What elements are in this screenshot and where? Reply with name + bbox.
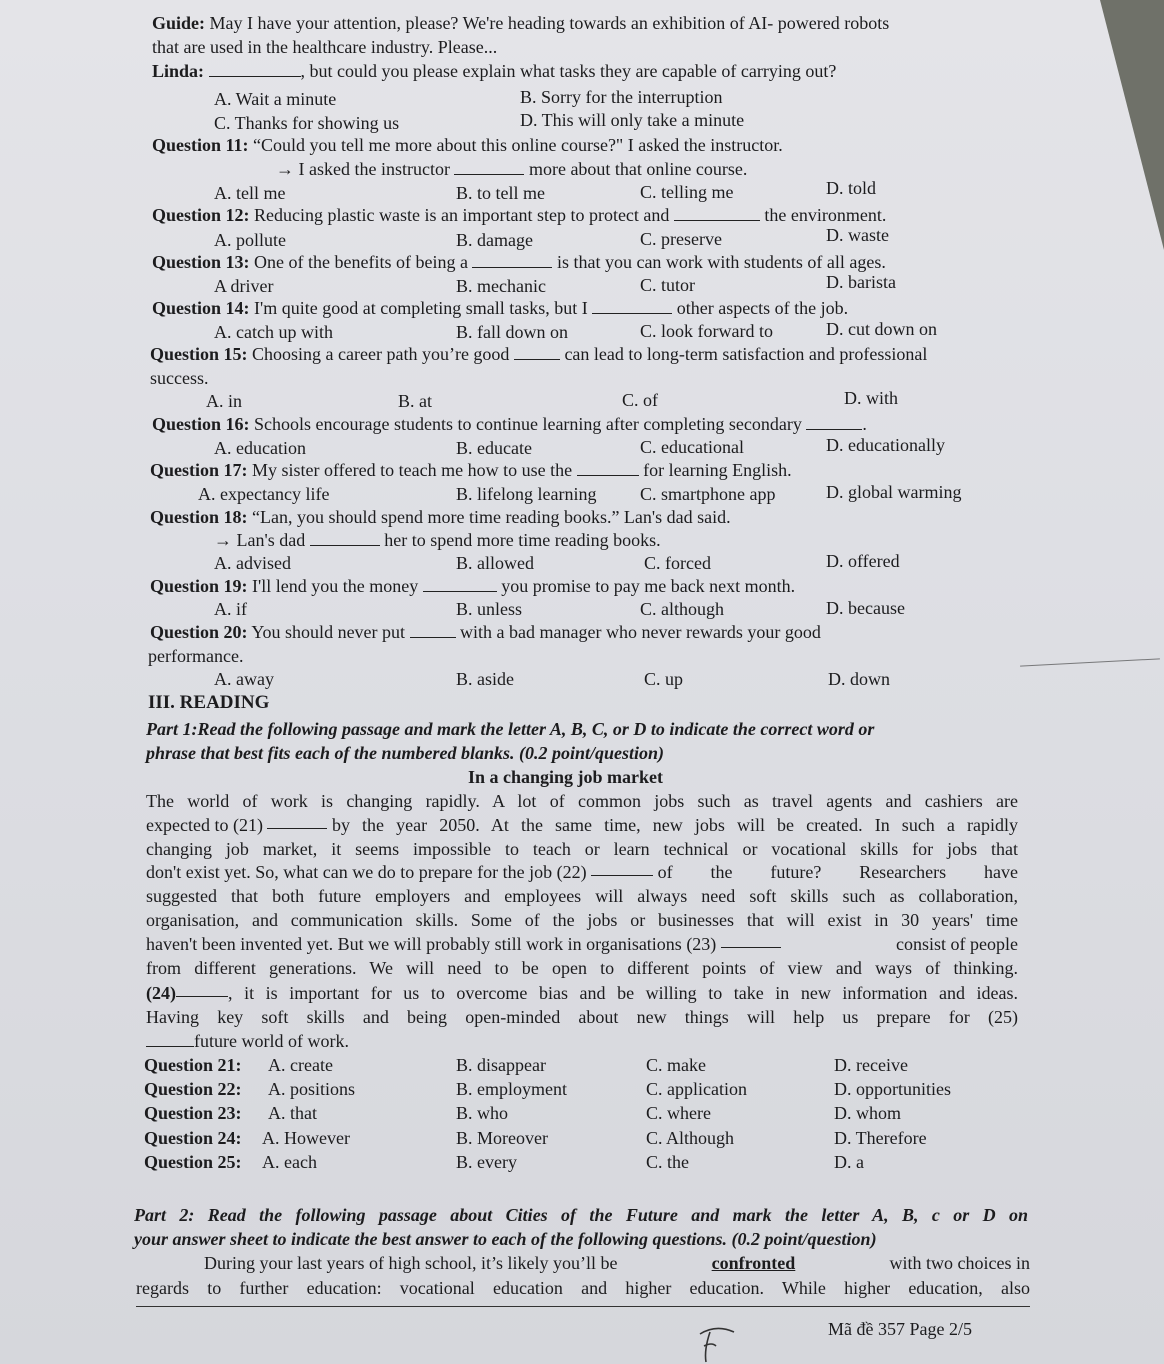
footer-rule (136, 1306, 1030, 1307)
part2-instruction-2: your answer sheet to indicate the best answer to each of the following questions. (0.2 point/question) (134, 1229, 877, 1249)
q21-label: Question 21: (144, 1055, 242, 1075)
q23-option-b: B. who (456, 1103, 509, 1123)
question-16: Question 16: Schools encourage students to continue learning after completing secondary . (152, 414, 867, 434)
passage-title: In a changing job market (468, 767, 664, 787)
question-19: Question 19: I'll lend you the money you promise to pay me back next month. (150, 576, 796, 596)
q15-option-d: D. with (844, 388, 898, 408)
q25-option-d: D. a (834, 1152, 864, 1172)
q25-option-c: C. the (646, 1152, 689, 1172)
q20-option-d: D. down (828, 669, 890, 689)
q22-option-b: B. employment (456, 1079, 567, 1099)
part1-instruction-2: phrase that best fits each of the numbered blanks. (0.2 point/question) (146, 743, 665, 763)
question-11-rewrite: → I asked the instructor more about that online course. (276, 159, 748, 179)
passage-line-4: don't exist yet. So, what can we do to prepare for the job (22) of the future? Researchers have (146, 862, 1018, 882)
q23-option-c: C. where (646, 1103, 711, 1123)
q21-option-d: D. receive (834, 1055, 908, 1075)
q20-option-a: A. away (214, 669, 274, 689)
passage-line-1: The world of work is changing rapidly. A lot of common jobs such as travel agents and cashiers are (146, 791, 1018, 811)
question-15-cont: success. (150, 368, 209, 388)
q20-option-c: C. up (644, 669, 684, 689)
q17-option-b: B. lifelong learning (456, 484, 597, 504)
part2-body-2: regards to further education: vocational education and higher education. While higher education, also (136, 1278, 1030, 1298)
q16-option-b: B. educate (456, 438, 532, 458)
q19-option-b: B. unless (456, 599, 523, 619)
part2-body-1: During your last years of high school, it’s likely you’ll be confronted with two choices in (204, 1253, 1030, 1273)
q25-label: Question 25: (144, 1152, 242, 1172)
q13-option-a: A driver (214, 276, 274, 296)
q18-option-a: A. advised (214, 553, 291, 573)
passage-line-7: haven't been invented yet. But we will probably still work in organisations (23) consist of people (146, 934, 1018, 954)
q16-option-a: A. education (214, 438, 306, 458)
signature-mark (694, 1320, 744, 1364)
q17-option-a: A. expectancy life (198, 484, 330, 504)
q16-option-c: C. educational (640, 437, 744, 457)
q18-option-b: B. allowed (456, 553, 534, 573)
q22-option-c: C. application (646, 1079, 747, 1099)
question-17: Question 17: My sister offered to teach me how to use the for learning English. (150, 460, 792, 480)
question-18: Question 18: “Lan, you should spend more time reading books.” Lan's dad said. (150, 507, 731, 527)
q20-option-b: B. aside (456, 669, 514, 689)
q13-option-d: D. barista (826, 272, 896, 292)
q23-option-a: A. that (268, 1103, 317, 1123)
passage-line-8: from different generations. We will need to be open to different points of view and ways of thinking. (146, 958, 1018, 978)
q13-option-c: C. tutor (640, 275, 696, 295)
q13-option-b: B. mechanic (456, 276, 546, 296)
q22-label: Question 22: (144, 1079, 242, 1099)
linda-line: Linda: , but could you please explain what tasks they are capable of carrying out? (152, 61, 837, 81)
q21-option-c: C. make (646, 1055, 706, 1075)
q16-option-d: D. educationally (826, 435, 945, 455)
question-15: Question 15: Choosing a career path you’re good can lead to long-term satisfaction and professional (150, 344, 928, 364)
q15-option-c: C. of (622, 390, 658, 410)
passage-line-10: Having key soft skills and being open-minded about new things will help us prepare for (25) (146, 1007, 1018, 1027)
question-20-cont: performance. (148, 646, 244, 666)
question-11: Question 11: “Could you tell me more about this online course?" I asked the instructor. (152, 135, 783, 155)
passage-line-11: future world of work. (146, 1030, 349, 1052)
q15-option-b: B. at (398, 391, 432, 411)
q14-option-c: C. look forward to (640, 321, 773, 341)
passage-line-6: organisation, and communication skills. Some of the jobs or businesses that will exist in 30 years' time (146, 910, 1018, 930)
q25-option-a: A. each (262, 1152, 317, 1172)
passage-line-2: expected to (21) by the year 2050. At the same time, new jobs will be created. In such a rapidly (146, 815, 1018, 835)
q18-option-c: C. forced (644, 553, 711, 573)
q21-option-a: A. create (268, 1055, 333, 1075)
q23-option-d: D. whom (834, 1103, 901, 1123)
q25-option-b: B. every (456, 1152, 517, 1172)
question-20: Question 20: You should never put with a bad manager who never rewards your good (150, 622, 821, 642)
q14-option-d: D. cut down on (826, 319, 937, 339)
q14-option-a: A. catch up with (214, 322, 333, 342)
q19-option-c: C. although (640, 599, 724, 619)
q24-label: Question 24: (144, 1128, 242, 1148)
linda-option-a: A. Wait a minute (214, 89, 337, 109)
question-18-rewrite: → Lan's dad her to spend more time reading books. (214, 530, 661, 550)
q22-option-a: A. positions (268, 1079, 356, 1099)
page-footer: Mã đề 357 Page 2/5 (828, 1319, 972, 1339)
q19-option-d: D. because (826, 598, 905, 618)
guide-line-2: that are used in the healthcare industry. Please... (152, 37, 498, 57)
reading-heading: III. READING (148, 692, 270, 713)
q12-option-d: D. waste (826, 225, 889, 245)
question-12: Question 12: Reducing plastic waste is an important step to protect and the environment. (152, 205, 887, 225)
q18-option-d: D. offered (826, 551, 900, 571)
q14-option-b: B. fall down on (456, 322, 568, 342)
q24-option-d: D. Therefore (834, 1128, 927, 1148)
linda-option-d: D. This will only take a minute (520, 110, 745, 130)
part2-instruction-1: Part 2: Read the following passage about Cities of the Future and mark the letter A, B, c or D on (134, 1205, 1028, 1225)
q24-option-b: B. Moreover (456, 1128, 548, 1148)
q15-option-a: A. in (206, 391, 242, 411)
q17-option-c: C. smartphone app (640, 484, 776, 504)
q11-option-d: D. told (826, 178, 877, 198)
q24-option-a: A. However (262, 1128, 350, 1148)
q12-option-b: B. damage (456, 230, 533, 250)
q11-option-c: C. telling me (640, 182, 734, 202)
q11-option-a: A. tell me (214, 183, 286, 203)
part1-instruction-1: Part 1:Read the following passage and mark the letter A, B, C, or D to indicate the correct word or (146, 719, 875, 739)
q21-option-b: B. disappear (456, 1055, 546, 1075)
q24-option-c: C. Although (646, 1128, 735, 1148)
q12-option-a: A. pollute (214, 230, 286, 250)
guide-line-1: Guide: May I have your attention, please? We're heading towards an exhibition of AI- powered robots (152, 13, 890, 33)
q17-option-d: D. global warming (826, 482, 962, 502)
linda-option-b: B. Sorry for the interruption (520, 87, 723, 107)
q23-label: Question 23: (144, 1103, 242, 1123)
q12-option-c: C. preserve (640, 229, 722, 249)
passage-line-5: suggested that both future employers and employees will always need soft skills such as collaboration, (146, 886, 1018, 906)
question-13: Question 13: One of the benefits of being a is that you can work with students of all ages. (152, 252, 886, 272)
question-14: Question 14: I'm quite good at completing small tasks, but I other aspects of the job. (152, 298, 849, 318)
q19-option-a: A. if (214, 599, 247, 619)
q11-option-b: B. to tell me (456, 183, 545, 203)
linda-option-c: C. Thanks for showing us (214, 113, 400, 133)
passage-line-9: (24) , it is important for us to overcome bias and be willing to take in new information and ideas. (146, 983, 1018, 1003)
q22-option-d: D. opportunities (834, 1079, 951, 1099)
passage-line-3: changing job market, it seems impossible to teach or learn technical or vocational skills for jobs that (146, 839, 1018, 859)
